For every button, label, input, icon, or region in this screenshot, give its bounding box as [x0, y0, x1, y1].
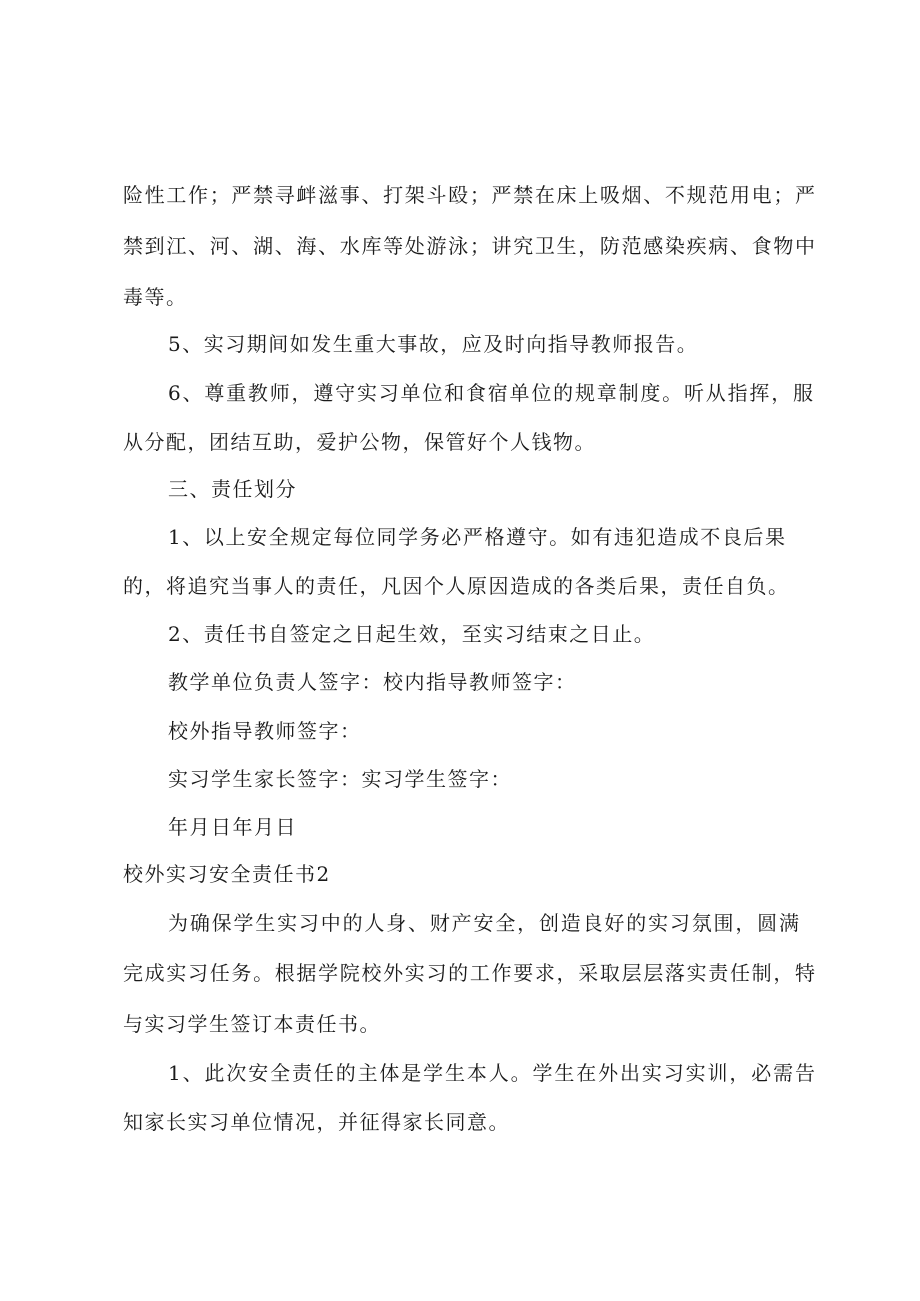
date-line: 年月日年月日	[168, 815, 297, 839]
paragraph-line: 的，将追究当事人的责任，凡因个人原因造成的各类后果，责任自负。	[123, 574, 790, 598]
signature-line: 实习学生家长签字：实习学生签字：	[168, 767, 512, 791]
paragraph-line: 2、责任书自签定之日起生效，至实习结束之日止。	[168, 622, 656, 646]
signature-line: 校外指导教师签字：	[168, 719, 362, 743]
paragraph-line: 为确保学生实习中的人身、财产安全，创造良好的实习氛围，圆满	[168, 911, 799, 935]
paragraph-line: 6、尊重教师，遵守实习单位和食宿单位的规章制度。听从指挥，服	[168, 381, 813, 405]
paragraph-line: 禁到江、河、湖、海、水库等处游泳；讲究卫生，防范感染疾病、食物中	[123, 234, 815, 258]
paragraph-line: 完成实习任务。根据学院校外实习的工作要求，采取层层落实责任制，特	[123, 961, 815, 985]
signature-line: 教学单位负责人签字：校内指导教师签字：	[168, 670, 577, 694]
paragraph-line: 与实习学生签订本责任书。	[123, 1012, 381, 1036]
document-title: 校外实习安全责任书2	[123, 862, 331, 886]
paragraph-line: 1、以上安全规定每位同学务必严格遵守。如有违犯造成不良后果	[168, 525, 785, 549]
paragraph-line: 从分配，团结互助，爱护公物，保管好个人钱物。	[123, 430, 596, 454]
paragraph-line: 险性工作；严禁寻衅滋事、打架斗殴；严禁在床上吸烟、不规范用电；严	[123, 183, 815, 207]
section-heading: 三、责任划分	[168, 477, 297, 501]
paragraph-line: 1、此次安全责任的主体是学生本人。学生在外出实习实训，必需告	[168, 1061, 815, 1085]
paragraph-line: 5、实习期间如发生重大事故，应及时向指导教师报告。	[168, 332, 699, 356]
paragraph-line: 毒等。	[123, 285, 188, 309]
paragraph-line: 知家长实习单位情况，并征得家长同意。	[123, 1110, 510, 1134]
